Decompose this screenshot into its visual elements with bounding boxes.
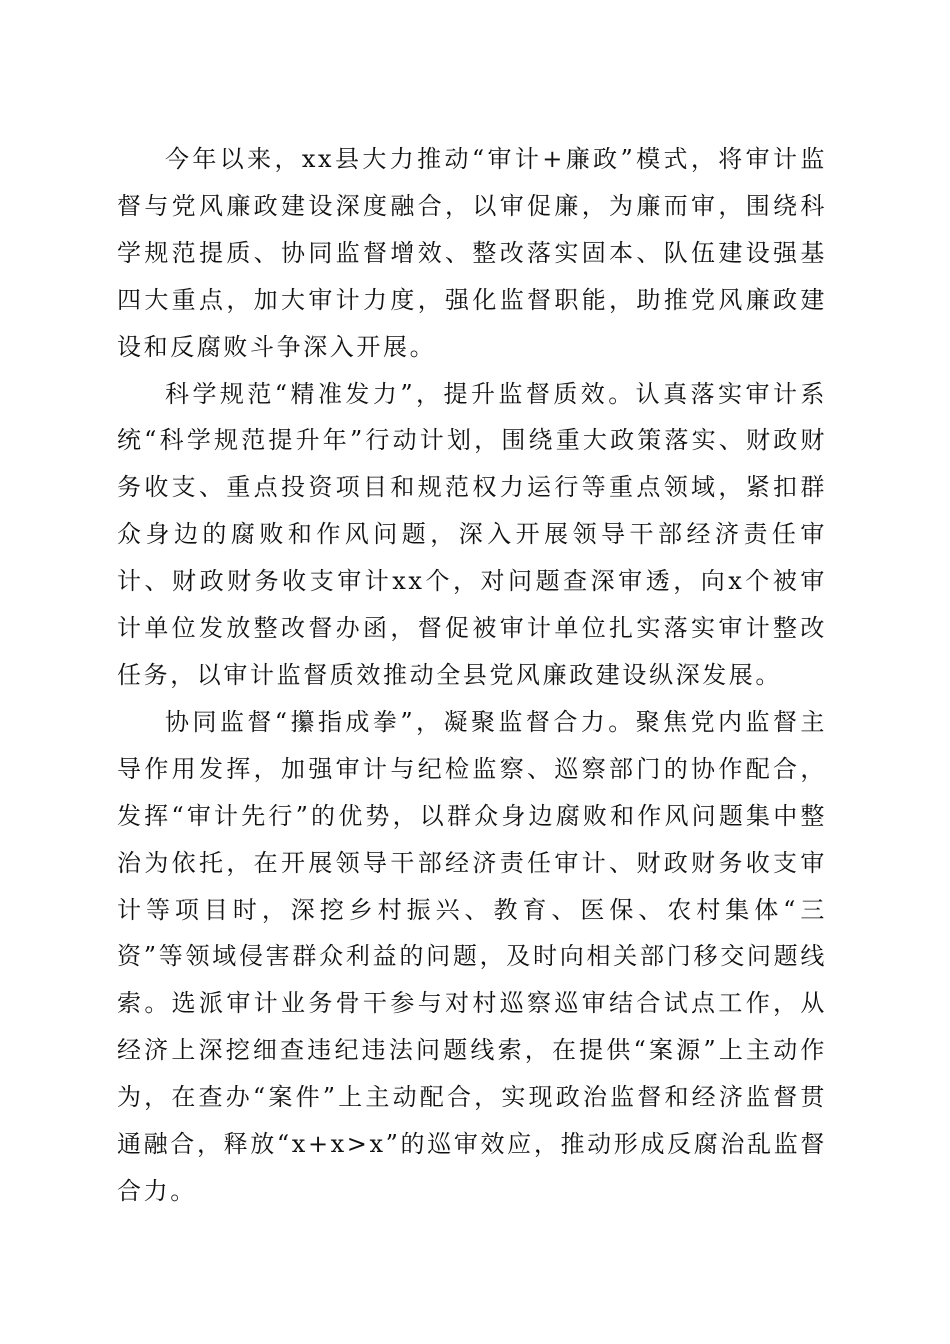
document-body [117, 136, 827, 1215]
paragraph-collaborative-supervision: 协同监督“攥指成拳”，凝聚监督合力。聚焦党内监督主导作用发挥，加强审计与纪检监察、巡察部门的协作配合，发挥“审计先行”的优势，以群众身边腐败和作风问题集中整治为依托，在开展领导干部经济责任审计、财政财务收支审计等项目时，深挖乡村振兴、教育、医保、农村集体“三资”等领域侵害群众利益的问题，及时向相关部门移交问题线索。选派审计业务骨干参与对村巡察巡审结合试点工作，从经济上深挖细查违纪违法问题线索，在提供“案源”上主动作为，在查办“案件”上主动配合，实现政治监督和经济监督贯通融合，释放“x+x>x”的巡审效应，推动形成反腐治乱监督合力。 [117, 707, 827, 1205]
paragraph-intro: 今年以来，xx县大力推动“审计+廉政”模式，将审计监督与党风廉政建设深度融合，以审促廉，为廉而审，围绕科学规范提质、协同监督增效、整改落实固本、队伍建设强基四大重点，加大审计力度，强化监督职能，助推党风廉政建设和反腐败斗争深入开展。 [117, 145, 827, 361]
paragraph-scientific-standards: 科学规范“精准发力”，提升监督质效。认真落实审计系统“科学规范提升年”行动计划，围绕重大政策落实、财政财务收支、重点投资项目和规范权力运行等重点领域，紧扣群众身边的腐败和作风问题，深入开展领导干部经济责任审计、财政财务收支审计xx个，对问题查深审透，向x个被审计单位发放整改督办函，督促被审计单位扎实落实审计整改任务，以审计监督质效推动全县党风廉政建设纵深发展。 [117, 379, 827, 689]
